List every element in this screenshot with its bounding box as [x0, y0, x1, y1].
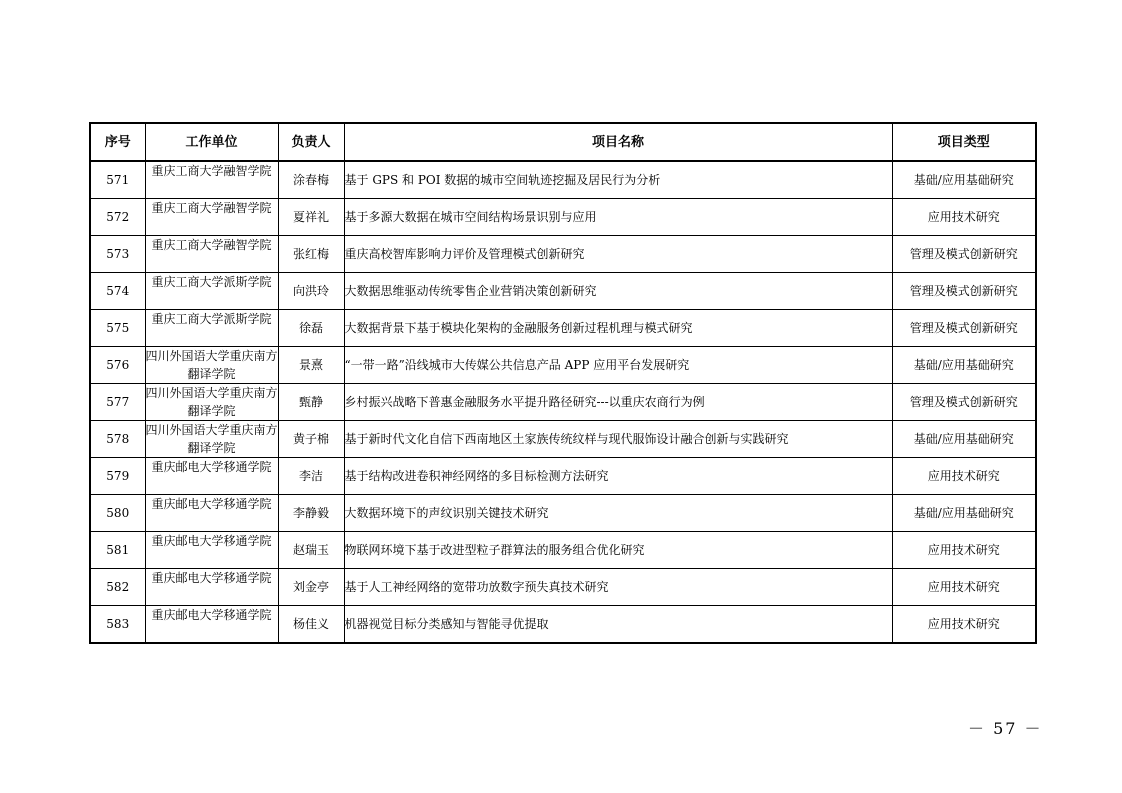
row-title: 大数据背景下基于模块化架构的金融服务创新过程机理与模式研究: [344, 310, 892, 347]
row-unit: [145, 199, 278, 236]
row-title: 大数据环境下的声纹识别关键技术研究: [344, 495, 892, 532]
row-person: 涂春梅: [278, 161, 344, 199]
row-title: 基于结构改进卷积神经网络的多目标检测方法研究: [344, 458, 892, 495]
row-type: 基础/应用基础研究: [892, 161, 1036, 199]
row-type: 管理及模式创新研究: [892, 310, 1036, 347]
row-type: 应用技术研究: [892, 569, 1036, 606]
table-row: [90, 606, 1036, 644]
row-num: 580: [90, 495, 145, 532]
header-person: 负责人: [278, 123, 344, 161]
row-unit: [145, 532, 278, 569]
row-num: 582: [90, 569, 145, 606]
row-type: 应用技术研究: [892, 606, 1036, 644]
row-title: 基于多源大数据在城市空间结构场景识别与应用: [344, 199, 892, 236]
project-table: [89, 122, 1037, 644]
row-person: 甄静: [278, 384, 344, 421]
table-row: [90, 384, 1036, 421]
row-num: 581: [90, 532, 145, 569]
header-type: 项目类型: [892, 123, 1036, 161]
row-num: 571: [90, 161, 145, 199]
row-title: “一带一路”沿线城市大传媒公共信息产品 APP 应用平台发展研究: [344, 347, 892, 384]
table-row: [90, 532, 1036, 569]
row-type: 应用技术研究: [892, 199, 1036, 236]
row-title: 大数据思维驱动传统零售企业营销决策创新研究: [344, 273, 892, 310]
header-title: 项目名称: [344, 123, 892, 161]
row-person: 向洪玲: [278, 273, 344, 310]
row-person: 景熹: [278, 347, 344, 384]
row-title: 基于 GPS 和 POI 数据的城市空间轨迹挖掘及居民行为分析: [344, 161, 892, 199]
header-unit: 工作单位: [145, 123, 278, 161]
row-unit: [145, 495, 278, 532]
table-row: [90, 161, 1036, 199]
row-person: 张红梅: [278, 236, 344, 273]
row-unit: [145, 310, 278, 347]
header-num: 序号: [90, 123, 145, 161]
table-row: [90, 199, 1036, 236]
row-person: 杨佳义: [278, 606, 344, 644]
row-num: 577: [90, 384, 145, 421]
row-num: 578: [90, 421, 145, 458]
row-unit: [145, 421, 278, 458]
row-unit-text: 重庆邮电大学移通学院: [151, 608, 272, 622]
row-unit: [145, 569, 278, 606]
table-row: [90, 273, 1036, 310]
row-unit: [145, 384, 278, 421]
row-num: 583: [90, 606, 145, 644]
table-row: [90, 458, 1036, 495]
row-unit: [145, 458, 278, 495]
row-type: 管理及模式创新研究: [892, 236, 1036, 273]
row-person: 李静毅: [278, 495, 344, 532]
row-type: 应用技术研究: [892, 532, 1036, 569]
table-row: [90, 347, 1036, 384]
row-unit-text: 重庆工商大学融智学院: [151, 201, 272, 215]
row-title: 基于人工神经网络的宽带功放数字预失真技术研究: [344, 569, 892, 606]
row-person: 黄子棉: [278, 421, 344, 458]
row-unit: [145, 606, 278, 644]
row-title: 乡村振兴战略下普惠金融服务水平提升路径研究---以重庆农商行为例: [344, 384, 892, 421]
row-num: 575: [90, 310, 145, 347]
row-person: 夏祥礼: [278, 199, 344, 236]
row-unit-text: 重庆邮电大学移通学院: [151, 571, 272, 585]
row-type: 管理及模式创新研究: [892, 273, 1036, 310]
row-num: 574: [90, 273, 145, 310]
row-unit-text: 重庆邮电大学移通学院: [151, 534, 272, 548]
table-row: [90, 236, 1036, 273]
row-unit-text: 四川外国语大学重庆南方翻译学院: [145, 423, 278, 455]
row-person: 赵瑞玉: [278, 532, 344, 569]
row-title: 机器视觉目标分类感知与智能寻优提取: [344, 606, 892, 644]
row-type: 应用技术研究: [892, 458, 1036, 495]
row-unit-text: 重庆工商大学派斯学院: [151, 312, 272, 326]
table-header-row: [90, 123, 1036, 161]
row-person: 李洁: [278, 458, 344, 495]
row-unit-text: 四川外国语大学重庆南方翻译学院: [145, 349, 278, 381]
row-num: 573: [90, 236, 145, 273]
row-title: 基于新时代文化自信下西南地区土家族传统纹样与现代服饰设计融合创新与实践研究: [344, 421, 892, 458]
row-num: 576: [90, 347, 145, 384]
row-unit-text: 重庆邮电大学移通学院: [151, 497, 272, 511]
row-title: 物联网环境下基于改进型粒子群算法的服务组合优化研究: [344, 532, 892, 569]
row-unit: [145, 347, 278, 384]
row-type: 基础/应用基础研究: [892, 421, 1036, 458]
row-unit-text: 重庆工商大学融智学院: [151, 238, 272, 252]
row-person: 刘金亭: [278, 569, 344, 606]
row-unit-text: 四川外国语大学重庆南方翻译学院: [145, 386, 278, 418]
table-row: [90, 421, 1036, 458]
row-type: 基础/应用基础研究: [892, 495, 1036, 532]
row-unit: [145, 161, 278, 199]
row-unit-text: 重庆工商大学融智学院: [151, 164, 272, 178]
table-row: [90, 569, 1036, 606]
row-unit: [145, 273, 278, 310]
row-type: 基础/应用基础研究: [892, 347, 1036, 384]
page-number: － 57 －: [968, 719, 1043, 738]
table-row: [90, 495, 1036, 532]
row-title: 重庆高校智库影响力评价及管理模式创新研究: [344, 236, 892, 273]
row-type: 管理及模式创新研究: [892, 384, 1036, 421]
row-unit: [145, 236, 278, 273]
row-person: 徐磊: [278, 310, 344, 347]
row-unit-text: 重庆邮电大学移通学院: [151, 460, 272, 474]
table-row: [90, 310, 1036, 347]
row-num: 572: [90, 199, 145, 236]
row-unit-text: 重庆工商大学派斯学院: [151, 275, 272, 289]
row-num: 579: [90, 458, 145, 495]
